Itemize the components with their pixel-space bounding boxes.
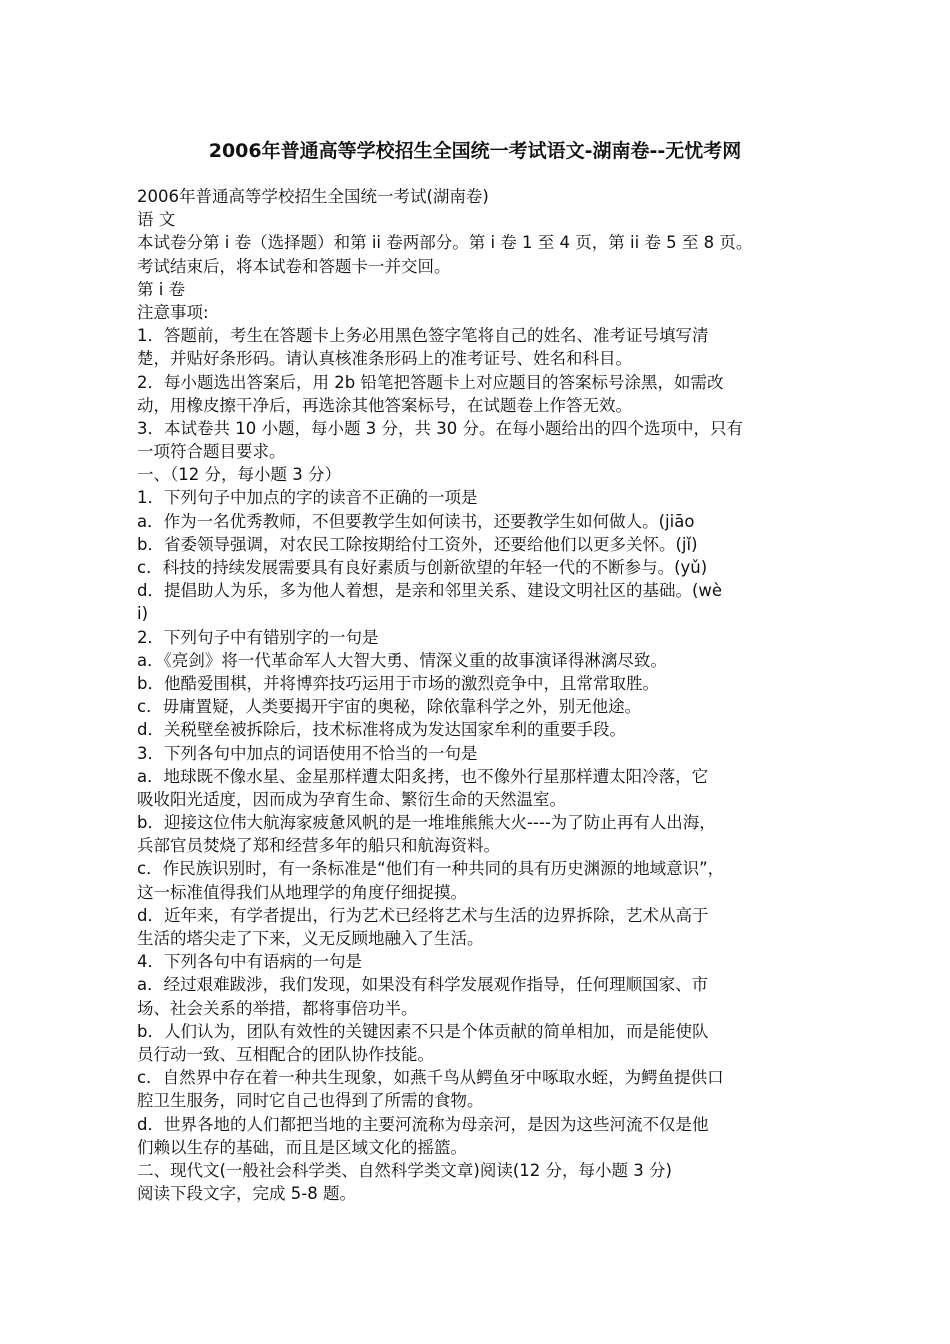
text-line: 阅读下段文字，完成 5-8 题。 xyxy=(137,1184,356,1204)
text-line: 3．本试卷共 10 小题，每小题 3 分，共 30 分。在每小题给出的四个选项中，只有 xyxy=(137,418,743,438)
text-line: d．关税壁垒被拆除后，技术标准将成为发达国家牟利的重要手段。 xyxy=(137,720,626,740)
text-line: c．科技的持续发展需要具有良好素质与创新欲望的年轻一代的不断参与。(yǔ) xyxy=(137,558,708,577)
text-line: 2006年普通高等学校招生全国统一考试(湖南卷) xyxy=(137,187,489,206)
text-line: d．世界各地的人们都把当地的主要河流称为母亲河，是因为这些河流不仅是他 xyxy=(137,1114,709,1134)
text-line: 兵部官员焚烧了郑和经营多年的船只和航海资料。 xyxy=(137,836,500,856)
text-line: 楚，并贴好条形码。请认真核准条形码上的准考证号、姓名和科目。 xyxy=(137,349,632,369)
text-line: b．省委领导强调，对农民工除按期给付工资外，还要给他们以更多关怀。(jǐ) xyxy=(137,534,698,554)
text-line: d．提倡助人为乐，多为他人着想，是亲和邻里关系、建设文明社区的基础。(wè xyxy=(137,581,723,601)
text-line: c．自然界中存在着一种共生现象，如燕千鸟从鳄鱼牙中啄取水蛭，为鳄鱼提供口 xyxy=(137,1068,724,1088)
text-line: 1．下列句子中加点的字的读音不正确的一项是 xyxy=(137,488,478,508)
text-line: c．作民族识别时，有一条标准是“他们有一种共同的具有历史渊源的地域意识”， xyxy=(137,859,725,879)
text-line: 本试卷分第 i 卷（选择题）和第 ii 卷两部分。第 i 卷 1 至 4 页，第 ii 卷 5 至 8 页。 xyxy=(137,233,753,253)
text-line: a．经过艰难跋涉，我们发现，如果没有科学发展观作指导，任何理顺国家、市 xyxy=(137,975,709,995)
text-line: 4．下列各句中有语病的一句是 xyxy=(137,952,362,972)
text-line: a．地球既不像水星、金星那样遭太阳炙拷，也不像外行星那样遭太阳冷落，它 xyxy=(137,766,709,786)
text-line: 注意事项: xyxy=(137,302,209,322)
text-line: 这一标准值得我们从地理学的角度仔细捉摸。 xyxy=(137,882,467,902)
text-line: 一项符合题目要求。 xyxy=(137,442,286,462)
text-line: 吸收阳光适度，因而成为孕育生命、繁衍生命的天然温室。 xyxy=(137,789,566,809)
text-line: 腔卫生服务，同时它自己也得到了所需的食物。 xyxy=(137,1091,484,1111)
text-line: 们赖以生存的基础，而且是区域文化的摇篮。 xyxy=(137,1137,467,1157)
text-line: 一、（12 分，每小题 3 分） xyxy=(137,465,341,485)
text-line: 2．每小题选出答案后，用 2b 铅笔把答题卡上对应题目的答案标号涂黑，如需改 xyxy=(137,372,724,392)
text-line: 1．答题前，考生在答题卡上务必用黑色签字笔将自己的姓名、准考证号填写清 xyxy=(137,326,709,346)
text-line: b．人们认为，团队有效性的关键因素不只是个体贡献的简单相加，而是能使队 xyxy=(137,1021,709,1041)
document-title: 2006年普通高等学校招生全国统一考试语文-湖南卷--无忧考网 xyxy=(208,140,742,162)
text-line: 第 i 卷 xyxy=(137,279,186,299)
document-body xyxy=(137,185,827,1205)
text-line: 动，用橡皮擦干净后，再选涂其他答案标号，在试题卷上作答无效。 xyxy=(137,395,632,415)
text-line: 场、社会关系的举措，都将事倍功半。 xyxy=(137,998,418,1018)
text-line: a．作为一名优秀教师，不但要教学生如何读书，还要教学生如何做人。(jiāo xyxy=(137,511,695,531)
text-line: d．近年来，有学者提出，行为艺术已经将艺术与生活的边界拆除，艺术从高于 xyxy=(137,905,709,925)
text-line: c．毋庸置疑，人类要揭开宇宙的奥秘，除依靠科学之外，别无他途。 xyxy=(137,697,642,717)
text-line: 考试结束后，将本试卷和答题卡一并交回。 xyxy=(137,256,451,276)
text-line: 语 文 xyxy=(137,210,176,230)
text-line: 员行动一致、互相配合的团队协作技能。 xyxy=(137,1044,434,1064)
text-line: a．《亮剑》将一代革命军人大智大勇、情深义重的故事演译得淋漓尽致。 xyxy=(137,650,667,670)
text-line: b．迎接这位伟大航海家疲惫风帆的是一堆堆熊熊大火----为了防止再有人出海， xyxy=(137,813,716,833)
text-line: 二、现代文(一般社会科学类、自然科学类文章)阅读(12 分，每小题 3 分) xyxy=(137,1160,672,1180)
text-line: 3．下列各句中加点的词语使用不恰当的一句是 xyxy=(137,743,478,763)
text-line: i) xyxy=(137,604,149,624)
text-line: b．他酷爱围棋，并将博弈技巧运用于市场的激烈竞争中，且常常取胜。 xyxy=(137,673,659,693)
text-line: 2．下列句子中有错别字的一句是 xyxy=(137,627,379,647)
text-line: 生活的塔尖走了下来，义无反顾地融入了生活。 xyxy=(137,929,484,948)
